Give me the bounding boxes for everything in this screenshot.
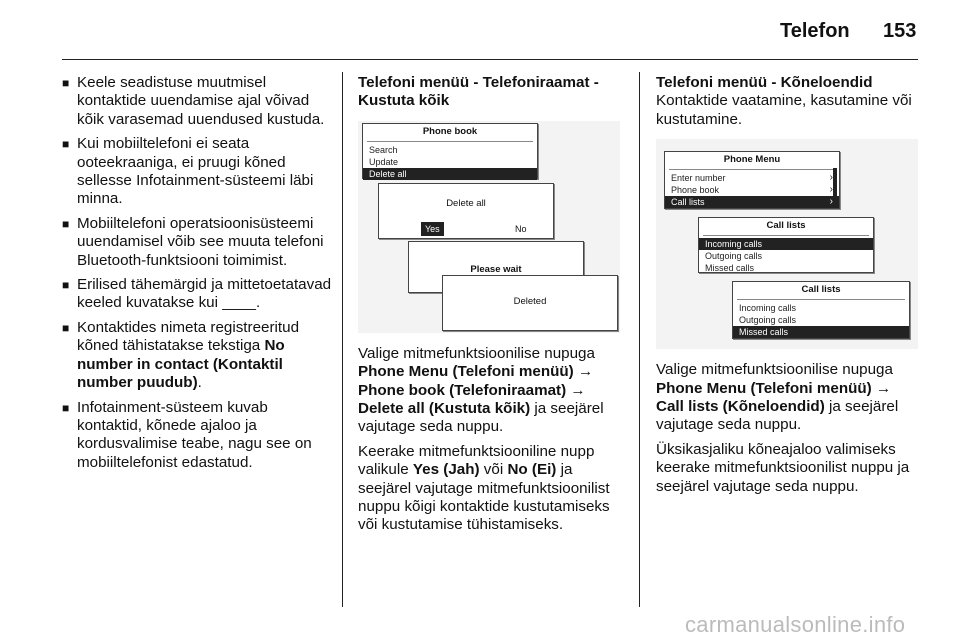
phone-book-window <box>362 123 538 179</box>
menu-item-missed-calls: Missed calls <box>733 326 909 338</box>
bullet-item: ■ Mobiiltelefoni operatsioonisüsteemi uuendamisel võib see muuta telefoni Bluetooth-funktsiooni toimimist. <box>62 214 324 269</box>
menu-item-outgoing-calls: Outgoing calls <box>739 315 797 326</box>
window-title: Phone Menu <box>723 154 781 166</box>
column-divider <box>342 72 343 607</box>
menu-item-update: Update <box>369 156 399 167</box>
call-lists-window <box>698 217 874 273</box>
page-number: 153 <box>883 20 917 42</box>
chevron-right-icon: › <box>829 172 833 184</box>
section-title: Telefon <box>780 20 850 42</box>
bullet-square-icon: ■ <box>62 320 70 335</box>
bullet-item: ■ Kontaktides nimeta registreeritud kõned tähistatakse tekstiga No number in contact (Kontaktil number puudub). <box>62 318 300 392</box>
menu-item-call-lists: Call lists › <box>665 196 839 208</box>
dialog-text: Deleted <box>513 295 547 307</box>
window-title: Call lists <box>801 284 841 296</box>
phone-book-screens-figure <box>358 121 620 333</box>
watermark-brand: carmanualsonline.info <box>685 612 906 637</box>
intro-text: Kontaktide vaatamine, kasutamine või kustutamine. <box>656 92 912 128</box>
section-heading: Telefoni menüü - Kõneloendid <box>656 74 873 91</box>
menu-item-missed-calls: Missed calls <box>705 263 755 274</box>
column-1 <box>62 74 332 478</box>
bullet-square-icon: ■ <box>62 76 70 90</box>
menu-item-incoming-calls: Incoming calls <box>699 238 873 250</box>
bullet-list <box>62 74 332 472</box>
menu-item-delete-all: Delete all <box>363 168 537 180</box>
chevron-right-icon: › <box>829 196 833 208</box>
no-button: No <box>515 223 527 234</box>
menu-item-enter-number: Enter number › <box>671 172 833 184</box>
deleted-dialog <box>442 275 618 331</box>
window-title: Phone book <box>422 125 478 137</box>
paragraph: Valige mitmefunktsioonilise nupuga Phone Menu (Telefoni menüü) → Phone book (Telefoniraamat) → Delete all (Kustuta kõik) ja seejärel vajutage seda nuppu. <box>358 344 604 436</box>
paragraph: Valige mitmefunktsioonilise nupuga Phone Menu (Telefoni menüü) → Call lists (Kõneloendid) ja seejärel vajutage seda nuppu. <box>656 361 899 434</box>
bullet-item: ■ Erilised tähemärgid ja mittetoetatavad keeled kuvatakse kui ____. <box>62 276 332 312</box>
bullet-square-icon: ■ <box>62 400 70 415</box>
paragraph: Üksikasjaliku kõneajaloo valimiseks keerake mitmefunktsioonilist nuppu ja seejärel vajutage seda nuppu. <box>656 440 910 495</box>
header-rule <box>62 59 918 60</box>
section-heading: Telefoni menüü - Telefoniraamat - Kustuta kõik <box>358 74 599 110</box>
scrollbar <box>833 168 837 206</box>
chevron-right-icon: › <box>829 184 833 196</box>
dialog-text: Please wait <box>470 263 522 275</box>
page-header <box>0 0 960 60</box>
bullet-item: ■ Kui mobiiltelefoni ei seata ooteekraaniga, ei pruugi kõned sellesse Infotainment-süsteemi läbi minna. <box>62 135 314 208</box>
column-divider <box>639 72 640 607</box>
bullet-square-icon: ■ <box>62 278 70 293</box>
column-2 <box>358 74 626 541</box>
bullet-item: ■ Keele seadistuse muutmisel kontaktide uuendamise ajal võivad kõik varasemad uuendused kustuda. <box>62 74 325 128</box>
dialog-text: Delete all <box>446 197 486 209</box>
phone-menu-window <box>664 151 840 209</box>
bullet-square-icon: ■ <box>62 137 70 152</box>
bullet-item: ■ Infotainment-süsteem kuvab kontaktid, kõnede ajaloo ja kordusvalimise teabe, nagu see on mobiiltelefonist edastatud. <box>62 398 312 471</box>
menu-item-outgoing-calls: Outgoing calls <box>705 251 763 262</box>
menu-item-search: Search <box>369 144 398 155</box>
paragraph: Keerake mitmefunktsiooniline nupp valikule Yes (Jah) või No (Ei) ja seejärel vajutage mitmefunktsioonilist nuppu kõigi kontaktide kustutamiseks või kustutamise tühistamiseks. <box>358 442 610 534</box>
delete-all-dialog <box>378 183 554 239</box>
yes-button: Yes <box>421 222 444 236</box>
window-title: Call lists <box>766 220 806 232</box>
menu-item-incoming-calls: Incoming calls <box>739 303 797 314</box>
bullet-square-icon: ■ <box>62 216 70 231</box>
call-lists-window-missed <box>732 281 910 339</box>
column-3 <box>656 74 922 502</box>
menu-item-phone-book: Phone book › <box>671 184 833 196</box>
call-lists-screens-figure <box>656 139 918 349</box>
